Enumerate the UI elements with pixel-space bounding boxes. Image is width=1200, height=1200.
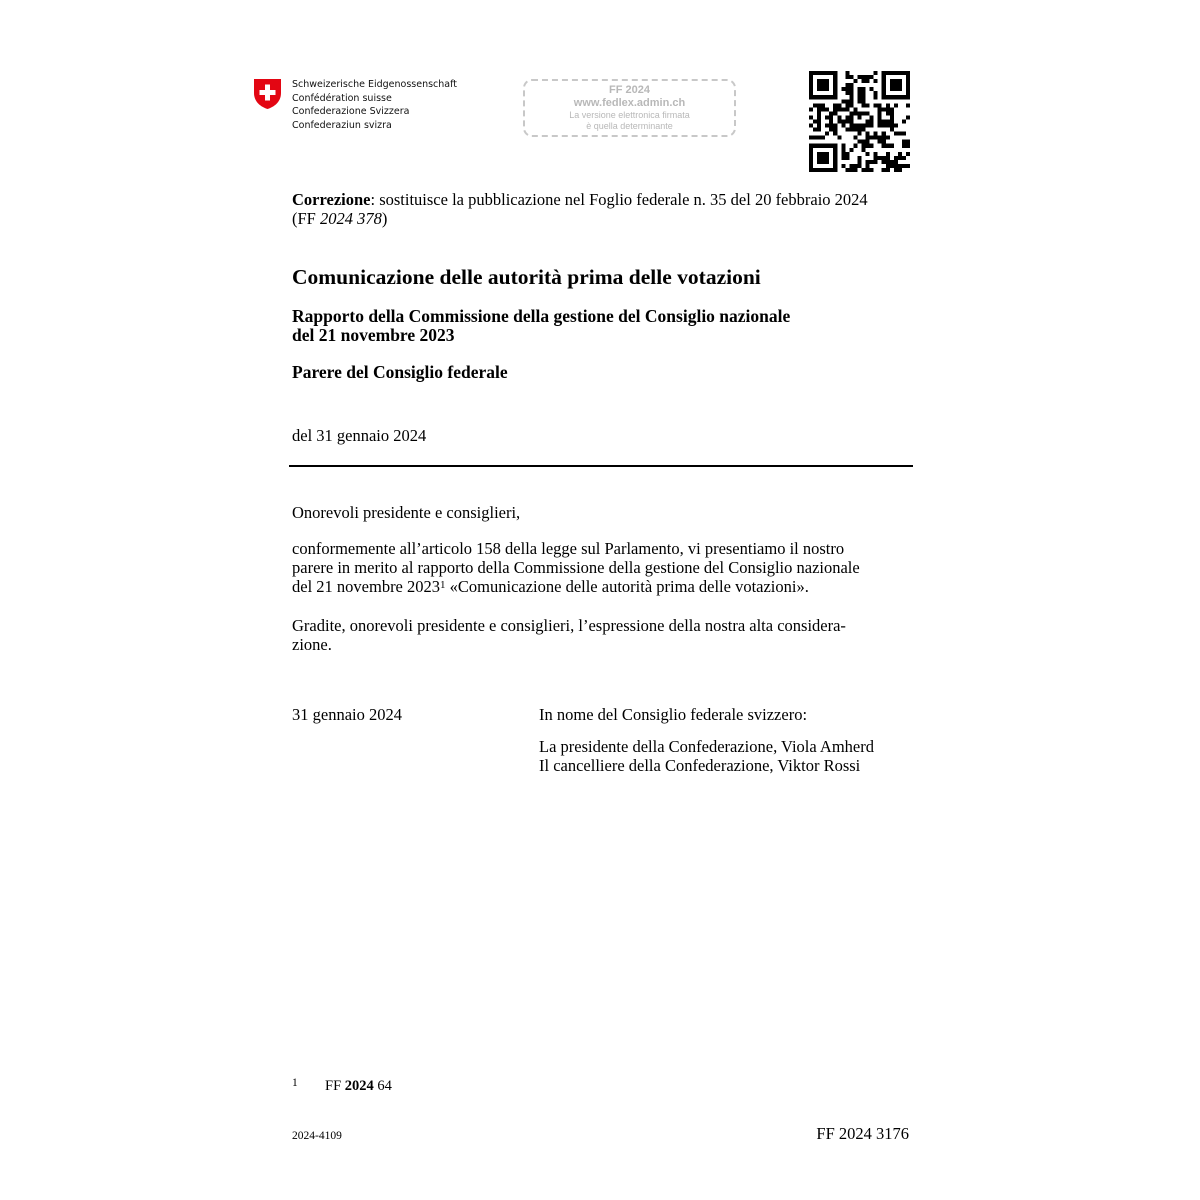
correction-notice — [292, 190, 912, 228]
page-reference: FF 2024 3176 — [816, 1124, 909, 1143]
qr-code-icon — [809, 71, 910, 172]
correction-label: Correzione — [292, 190, 371, 209]
para2-line-2: zione. — [292, 635, 332, 654]
correction-ref-italic: 2024 378 — [319, 209, 382, 228]
signatories — [539, 737, 874, 775]
document-date: del 31 gennaio 2024 — [292, 426, 427, 445]
issuer-name-it: Confederazione Svizzera — [292, 106, 410, 117]
footnote-number: 1 — [292, 1077, 298, 1089]
correction-ref-open: (FF — [292, 209, 320, 228]
para1-line-3 — [292, 577, 912, 596]
report-subtitle — [292, 307, 790, 345]
electronic-version-stamp — [523, 79, 736, 137]
issuer-name-fr: Confédération suisse — [292, 92, 392, 104]
issuer-name-rm: Confederaziun svizra — [292, 119, 392, 131]
body-paragraph-2 — [292, 616, 912, 654]
document-title: Comunicazione delle autorità prima delle votazioni — [292, 265, 761, 289]
signature-on-behalf: In nome del Consiglio federale svizzero: — [539, 705, 808, 724]
body-paragraph-1 — [292, 539, 912, 596]
para1-line-1: conformemente all’articolo 158 della legge sul Parlamento, vi presentiamo il nostro — [292, 539, 845, 558]
stamp-line-3: La versione elettronica firmata — [569, 110, 690, 120]
para1-line-2: parere in merito al rapporto della Commissione della gestione del Consiglio nazionale — [292, 558, 860, 577]
subtitle-line-2: del 21 novembre 2023 — [292, 325, 455, 345]
footnote-reference[interactable]: 1 — [440, 579, 446, 591]
correction-line-2 — [292, 209, 912, 228]
signature-date: 31 gennaio 2024 — [292, 705, 402, 724]
correction-ref-close: ) — [381, 209, 388, 228]
title-divider — [289, 465, 913, 467]
stamp-line-4: è quella determinante — [586, 121, 673, 131]
footnote-year: 2024 — [344, 1078, 374, 1094]
correction-text: : sostituisce la pubblicazione nel Foglio federale n. 35 del 20 febbraio 2024 — [370, 190, 868, 209]
footnote-prefix: FF — [325, 1078, 345, 1094]
signatory-chancellor: Il cancelliere della Confederazione, Viktor Rossi — [539, 756, 861, 775]
footnote-suffix: 64 — [373, 1078, 392, 1094]
correction-line-1 — [292, 190, 912, 209]
stamp-line-2: www.fedlex.admin.ch — [573, 97, 686, 109]
subtitle-line-1: Rapporto della Commissione della gestione del Consiglio nazionale — [292, 306, 791, 326]
swiss-cross-icon — [253, 78, 282, 110]
para1-line-3-a: del 21 novembre 2023 — [292, 577, 441, 596]
issuer-name-de: Schweizerische Eidgenossenschaft — [292, 79, 458, 90]
opinion-heading: Parere del Consiglio federale — [292, 362, 508, 382]
signatory-president: La presidente della Confederazione, Viola Amherd — [539, 737, 874, 756]
para1-line-3-b: «Comunicazione delle autorità prima delle votazioni». — [445, 577, 809, 596]
document-number: 2024-4109 — [292, 1130, 342, 1142]
stamp-line-1: FF 2024 — [609, 84, 650, 96]
issuer-names — [292, 78, 457, 132]
salutation: Onorevoli presidente e consiglieri, — [292, 503, 521, 522]
para2-line-1: Gradite, onorevoli presidente e consiglieri, l’espressione della nostra alta considera- — [292, 616, 846, 635]
footnote-text — [325, 1078, 392, 1095]
